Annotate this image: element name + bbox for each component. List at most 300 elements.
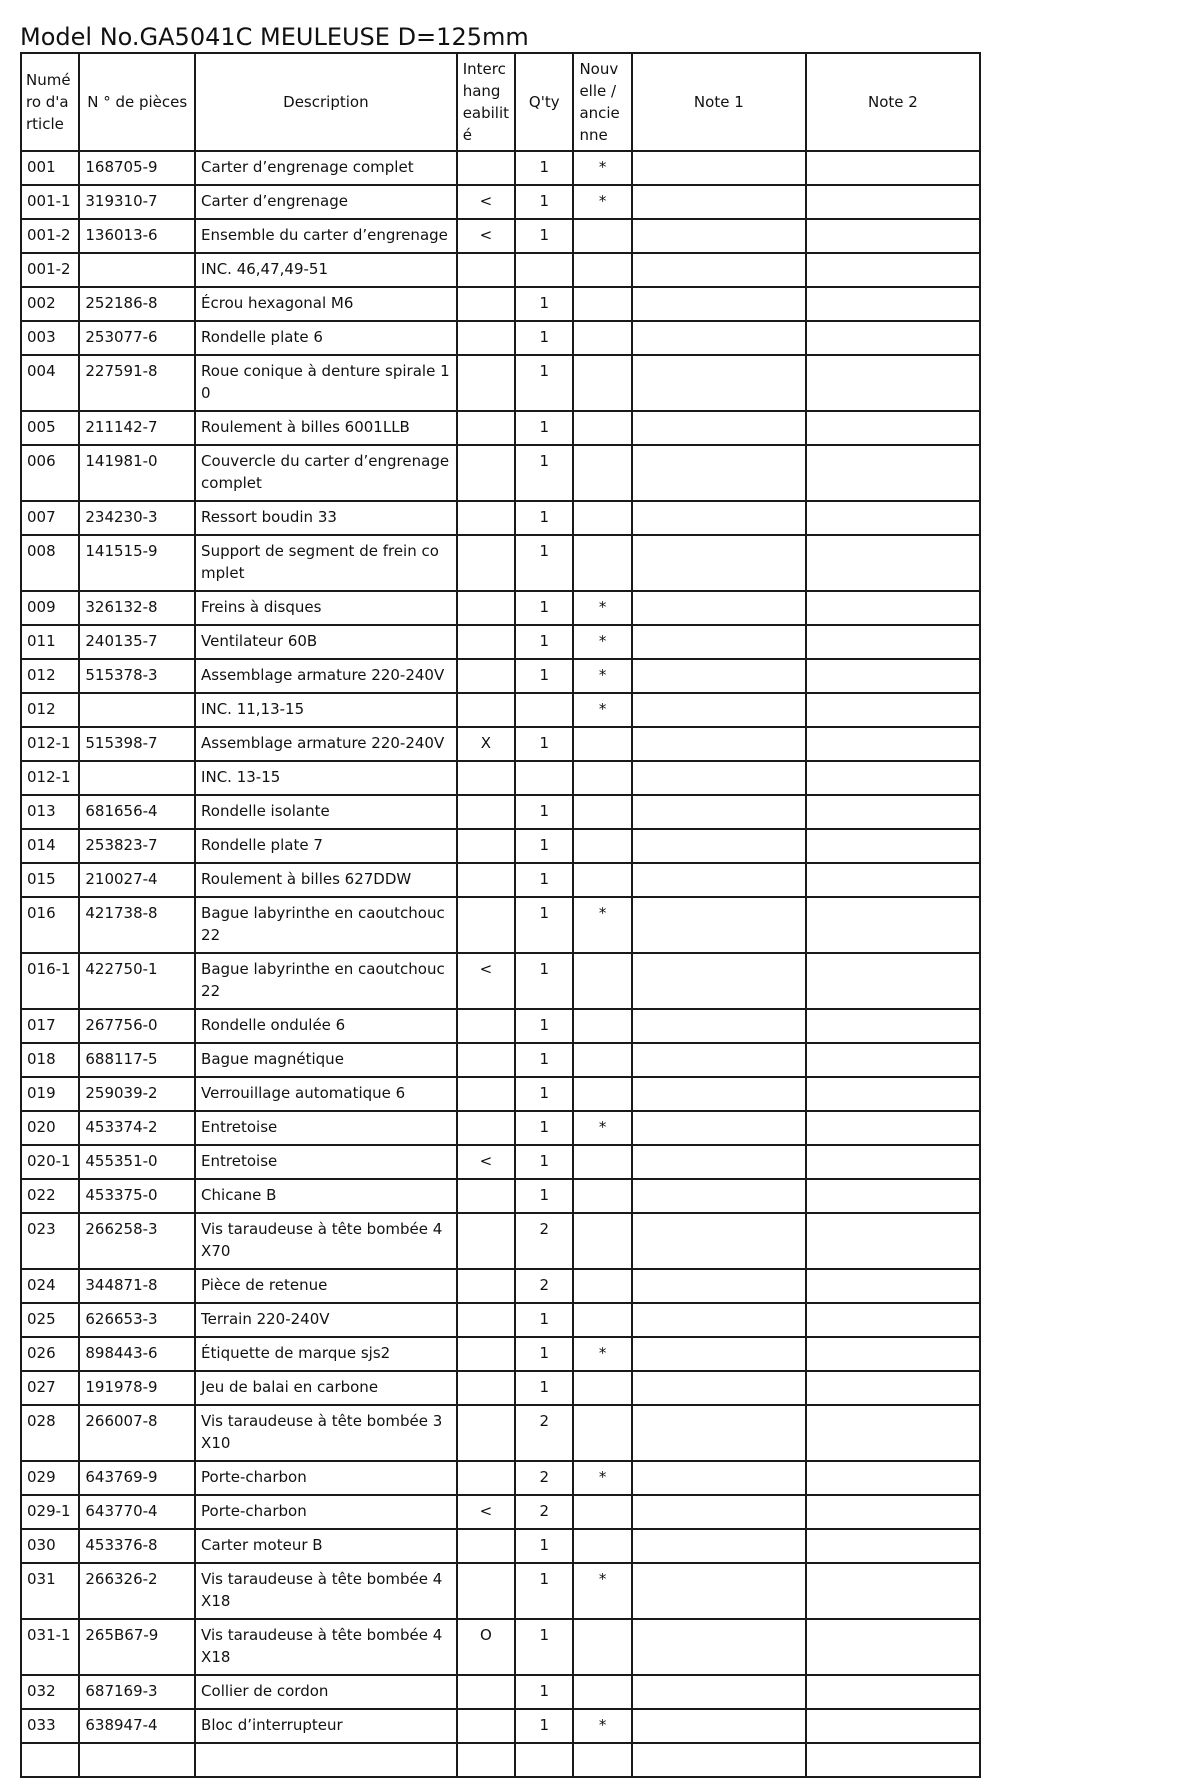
cell-item-number	[21, 1743, 79, 1777]
cell-item-number: 001-2	[21, 219, 79, 253]
cell-description: Carter d’engrenage	[195, 185, 457, 219]
cell-note-2	[806, 411, 980, 445]
cell-item-number: 023	[21, 1213, 79, 1269]
table-row	[21, 151, 980, 185]
cell-note-2	[806, 445, 980, 501]
cell-part-number	[79, 761, 195, 795]
cell-new-old	[573, 829, 631, 863]
cell-item-number: 019	[21, 1077, 79, 1111]
cell-new-old: *	[573, 625, 631, 659]
cell-note-1	[632, 411, 806, 445]
cell-description: Étiquette de marque sjs2	[195, 1337, 457, 1371]
cell-note-2	[806, 1145, 980, 1179]
cell-interchangeability	[457, 897, 515, 953]
cell-interchangeability	[457, 1213, 515, 1269]
cell-interchangeability	[457, 1179, 515, 1213]
cell-item-number: 005	[21, 411, 79, 445]
cell-note-1	[632, 1709, 806, 1743]
cell-note-2	[806, 1303, 980, 1337]
cell-new-old	[573, 795, 631, 829]
cell-item-number: 012	[21, 693, 79, 727]
table-row	[21, 1371, 980, 1405]
cell-quantity: 1	[515, 659, 573, 693]
cell-note-2	[806, 1043, 980, 1077]
table-row	[21, 693, 980, 727]
cell-item-number: 011	[21, 625, 79, 659]
cell-part-number: 687169-3	[79, 1675, 195, 1709]
cell-note-2	[806, 1529, 980, 1563]
cell-note-1	[632, 1337, 806, 1371]
cell-part-number: 136013-6	[79, 219, 195, 253]
cell-note-1	[632, 1619, 806, 1675]
cell-note-2	[806, 219, 980, 253]
cell-note-1	[632, 501, 806, 535]
table-row	[21, 501, 980, 535]
cell-interchangeability	[457, 1009, 515, 1043]
cell-description: Assemblage armature 220-240V	[195, 659, 457, 693]
cell-interchangeability	[457, 355, 515, 411]
cell-part-number	[79, 1743, 195, 1777]
cell-interchangeability	[457, 1043, 515, 1077]
table-row	[21, 1111, 980, 1145]
cell-note-2	[806, 1111, 980, 1145]
cell-description: INC. 13-15	[195, 761, 457, 795]
cell-item-number: 003	[21, 321, 79, 355]
cell-interchangeability	[457, 501, 515, 535]
cell-quantity	[515, 253, 573, 287]
cell-note-2	[806, 761, 980, 795]
cell-quantity: 1	[515, 1009, 573, 1043]
cell-item-number: 028	[21, 1405, 79, 1461]
cell-part-number: 253077-6	[79, 321, 195, 355]
cell-part-number: 141515-9	[79, 535, 195, 591]
cell-note-2	[806, 1495, 980, 1529]
cell-note-2	[806, 693, 980, 727]
cell-item-number: 016-1	[21, 953, 79, 1009]
cell-note-2	[806, 535, 980, 591]
cell-quantity	[515, 761, 573, 795]
parts-table-body	[21, 151, 980, 1777]
cell-note-1	[632, 1563, 806, 1619]
table-row	[21, 535, 980, 591]
table-row	[21, 411, 980, 445]
cell-quantity: 1	[515, 795, 573, 829]
cell-interchangeability	[457, 253, 515, 287]
cell-description: Couvercle du carter d’engrenage complet	[195, 445, 457, 501]
cell-interchangeability	[457, 1743, 515, 1777]
cell-quantity: 1	[515, 897, 573, 953]
table-row	[21, 829, 980, 863]
cell-note-2	[806, 151, 980, 185]
cell-new-old: *	[573, 1337, 631, 1371]
cell-description: INC. 46,47,49-51	[195, 253, 457, 287]
cell-new-old	[573, 1303, 631, 1337]
cell-note-2	[806, 501, 980, 535]
cell-part-number: 681656-4	[79, 795, 195, 829]
cell-quantity: 1	[515, 1529, 573, 1563]
cell-interchangeability: <	[457, 219, 515, 253]
cell-part-number: 453374-2	[79, 1111, 195, 1145]
cell-description: Carter d’engrenage complet	[195, 151, 457, 185]
cell-quantity: 1	[515, 501, 573, 535]
table-row	[21, 659, 980, 693]
cell-part-number: 421738-8	[79, 897, 195, 953]
cell-new-old	[573, 863, 631, 897]
cell-description: Écrou hexagonal M6	[195, 287, 457, 321]
cell-note-1	[632, 321, 806, 355]
cell-note-2	[806, 829, 980, 863]
cell-new-old	[573, 1009, 631, 1043]
cell-note-1	[632, 1303, 806, 1337]
cell-item-number: 017	[21, 1009, 79, 1043]
cell-quantity: 1	[515, 1043, 573, 1077]
cell-part-number: 643770-4	[79, 1495, 195, 1529]
cell-new-old	[573, 411, 631, 445]
cell-part-number: 344871-8	[79, 1269, 195, 1303]
cell-item-number: 014	[21, 829, 79, 863]
cell-note-1	[632, 185, 806, 219]
cell-quantity: 1	[515, 535, 573, 591]
cell-note-2	[806, 1709, 980, 1743]
cell-item-number: 007	[21, 501, 79, 535]
cell-part-number: 266326-2	[79, 1563, 195, 1619]
cell-part-number: 210027-4	[79, 863, 195, 897]
cell-description: Jeu de balai en carbone	[195, 1371, 457, 1405]
cell-quantity: 1	[515, 1371, 573, 1405]
cell-item-number: 031	[21, 1563, 79, 1619]
cell-note-2	[806, 1675, 980, 1709]
cell-note-2	[806, 795, 980, 829]
table-row	[21, 1179, 980, 1213]
cell-note-2	[806, 591, 980, 625]
cell-note-2	[806, 253, 980, 287]
cell-note-1	[632, 1145, 806, 1179]
cell-item-number: 013	[21, 795, 79, 829]
cell-note-2	[806, 1213, 980, 1269]
cell-new-old: *	[573, 1563, 631, 1619]
cell-part-number: 626653-3	[79, 1303, 195, 1337]
cell-part-number: 453376-8	[79, 1529, 195, 1563]
cell-new-old	[573, 253, 631, 287]
cell-note-1	[632, 1077, 806, 1111]
cell-item-number: 024	[21, 1269, 79, 1303]
cell-part-number: 267756-0	[79, 1009, 195, 1043]
cell-part-number	[79, 253, 195, 287]
cell-new-old	[573, 1675, 631, 1709]
cell-quantity: 1	[515, 591, 573, 625]
cell-new-old	[573, 219, 631, 253]
cell-note-1	[632, 1405, 806, 1461]
cell-quantity	[515, 1743, 573, 1777]
cell-quantity: 1	[515, 355, 573, 411]
cell-description: Pièce de retenue	[195, 1269, 457, 1303]
cell-interchangeability	[457, 1405, 515, 1461]
cell-new-old	[573, 761, 631, 795]
cell-part-number: 266007-8	[79, 1405, 195, 1461]
cell-quantity: 2	[515, 1213, 573, 1269]
cell-item-number: 026	[21, 1337, 79, 1371]
cell-interchangeability	[457, 1461, 515, 1495]
header-interchangeability: Interc hang eabilit é	[457, 53, 515, 151]
cell-quantity: 1	[515, 1709, 573, 1743]
cell-description: Entretoise	[195, 1111, 457, 1145]
cell-description: Ventilateur 60B	[195, 625, 457, 659]
table-row	[21, 1675, 980, 1709]
cell-part-number: 638947-4	[79, 1709, 195, 1743]
cell-interchangeability	[457, 1371, 515, 1405]
header-item-number: Numé ro d'a rticle	[21, 53, 79, 151]
table-row	[21, 1495, 980, 1529]
cell-new-old	[573, 1213, 631, 1269]
table-row	[21, 1461, 980, 1495]
table-row	[21, 625, 980, 659]
cell-part-number: 453375-0	[79, 1179, 195, 1213]
cell-interchangeability: X	[457, 727, 515, 761]
cell-note-2	[806, 1461, 980, 1495]
cell-description: Terrain 220-240V	[195, 1303, 457, 1337]
cell-quantity: 1	[515, 1675, 573, 1709]
cell-item-number: 004	[21, 355, 79, 411]
cell-item-number: 025	[21, 1303, 79, 1337]
cell-item-number: 032	[21, 1675, 79, 1709]
cell-note-1	[632, 1269, 806, 1303]
cell-interchangeability: <	[457, 1495, 515, 1529]
cell-interchangeability	[457, 591, 515, 625]
cell-part-number: 455351-0	[79, 1145, 195, 1179]
cell-description	[195, 1743, 457, 1777]
table-row	[21, 321, 980, 355]
cell-new-old	[573, 321, 631, 355]
cell-interchangeability: <	[457, 1145, 515, 1179]
cell-description: Vis taraudeuse à tête bombée 3X10	[195, 1405, 457, 1461]
cell-interchangeability: <	[457, 185, 515, 219]
cell-new-old: *	[573, 693, 631, 727]
cell-new-old	[573, 445, 631, 501]
cell-new-old: *	[573, 897, 631, 953]
header-note-2: Note 2	[806, 53, 980, 151]
cell-new-old: *	[573, 1709, 631, 1743]
table-row	[21, 253, 980, 287]
cell-description: Bague labyrinthe en caoutchouc 22	[195, 953, 457, 1009]
cell-note-2	[806, 897, 980, 953]
cell-item-number: 009	[21, 591, 79, 625]
cell-interchangeability	[457, 287, 515, 321]
cell-note-1	[632, 1461, 806, 1495]
table-row	[21, 1709, 980, 1743]
cell-description: Roue conique à denture spirale 10	[195, 355, 457, 411]
cell-note-1	[632, 1009, 806, 1043]
cell-note-1	[632, 287, 806, 321]
table-row	[21, 185, 980, 219]
cell-note-2	[806, 355, 980, 411]
table-row	[21, 1743, 980, 1777]
cell-quantity: 1	[515, 1563, 573, 1619]
cell-note-2	[806, 1269, 980, 1303]
cell-quantity: 1	[515, 185, 573, 219]
table-row	[21, 727, 980, 761]
cell-interchangeability	[457, 535, 515, 591]
cell-quantity: 1	[515, 953, 573, 1009]
cell-quantity: 2	[515, 1269, 573, 1303]
cell-note-1	[632, 1743, 806, 1777]
cell-part-number: 319310-7	[79, 185, 195, 219]
cell-note-1	[632, 355, 806, 411]
cell-description: Chicane B	[195, 1179, 457, 1213]
cell-description: Rondelle plate 7	[195, 829, 457, 863]
cell-new-old	[573, 501, 631, 535]
cell-note-1	[632, 863, 806, 897]
cell-interchangeability	[457, 625, 515, 659]
cell-note-1	[632, 693, 806, 727]
cell-interchangeability	[457, 1563, 515, 1619]
cell-part-number: 227591-8	[79, 355, 195, 411]
cell-note-2	[806, 287, 980, 321]
cell-new-old: *	[573, 1461, 631, 1495]
cell-new-old: *	[573, 151, 631, 185]
cell-part-number: 141981-0	[79, 445, 195, 501]
cell-quantity: 1	[515, 287, 573, 321]
cell-note-1	[632, 659, 806, 693]
cell-description: Vis taraudeuse à tête bombée 4X18	[195, 1563, 457, 1619]
table-row	[21, 219, 980, 253]
table-row	[21, 897, 980, 953]
cell-part-number: 253823-7	[79, 829, 195, 863]
table-row	[21, 1043, 980, 1077]
cell-description: INC. 11,13-15	[195, 693, 457, 727]
cell-interchangeability	[457, 1269, 515, 1303]
cell-part-number: 643769-9	[79, 1461, 195, 1495]
cell-note-1	[632, 445, 806, 501]
cell-item-number: 033	[21, 1709, 79, 1743]
cell-note-2	[806, 1179, 980, 1213]
cell-item-number: 030	[21, 1529, 79, 1563]
table-row	[21, 1563, 980, 1619]
cell-interchangeability	[457, 795, 515, 829]
cell-interchangeability: O	[457, 1619, 515, 1675]
table-row	[21, 795, 980, 829]
cell-interchangeability: <	[457, 953, 515, 1009]
cell-part-number: 259039-2	[79, 1077, 195, 1111]
header-description: Description	[195, 53, 457, 151]
cell-note-1	[632, 591, 806, 625]
cell-item-number: 020	[21, 1111, 79, 1145]
cell-new-old: *	[573, 1111, 631, 1145]
cell-interchangeability	[457, 1529, 515, 1563]
cell-part-number: 515398-7	[79, 727, 195, 761]
cell-note-1	[632, 1675, 806, 1709]
parts-table-container	[20, 52, 982, 1734]
cell-note-1	[632, 897, 806, 953]
cell-new-old	[573, 1043, 631, 1077]
cell-interchangeability	[457, 693, 515, 727]
cell-new-old	[573, 1619, 631, 1675]
cell-quantity: 2	[515, 1495, 573, 1529]
cell-item-number: 029-1	[21, 1495, 79, 1529]
cell-description: Freins à disques	[195, 591, 457, 625]
cell-quantity: 1	[515, 1077, 573, 1111]
cell-note-2	[806, 1563, 980, 1619]
cell-item-number: 027	[21, 1371, 79, 1405]
cell-part-number: 234230-3	[79, 501, 195, 535]
cell-quantity: 1	[515, 1337, 573, 1371]
cell-new-old	[573, 1371, 631, 1405]
cell-part-number: 515378-3	[79, 659, 195, 693]
cell-part-number: 266258-3	[79, 1213, 195, 1269]
cell-description: Collier de cordon	[195, 1675, 457, 1709]
cell-new-old: *	[573, 185, 631, 219]
table-row	[21, 1009, 980, 1043]
cell-part-number: 326132-8	[79, 591, 195, 625]
cell-description: Vis taraudeuse à tête bombée 4X18	[195, 1619, 457, 1675]
cell-description: Rondelle plate 6	[195, 321, 457, 355]
cell-quantity: 2	[515, 1461, 573, 1495]
cell-quantity: 1	[515, 1619, 573, 1675]
cell-interchangeability	[457, 411, 515, 445]
table-header-row	[21, 53, 980, 151]
table-row	[21, 1405, 980, 1461]
cell-interchangeability	[457, 445, 515, 501]
cell-item-number: 001-2	[21, 253, 79, 287]
cell-interchangeability	[457, 1303, 515, 1337]
table-row	[21, 1213, 980, 1269]
cell-description: Rondelle ondulée 6	[195, 1009, 457, 1043]
cell-interchangeability	[457, 829, 515, 863]
cell-interchangeability	[457, 1675, 515, 1709]
header-part-number: N ° de pièces	[79, 53, 195, 151]
cell-item-number: 022	[21, 1179, 79, 1213]
table-row	[21, 761, 980, 795]
cell-note-2	[806, 727, 980, 761]
cell-note-1	[632, 219, 806, 253]
cell-description: Ressort boudin 33	[195, 501, 457, 535]
cell-item-number: 002	[21, 287, 79, 321]
cell-interchangeability	[457, 863, 515, 897]
cell-note-2	[806, 863, 980, 897]
cell-note-2	[806, 1371, 980, 1405]
cell-description: Bague magnétique	[195, 1043, 457, 1077]
cell-description: Porte-charbon	[195, 1495, 457, 1529]
cell-part-number: 240135-7	[79, 625, 195, 659]
cell-new-old	[573, 287, 631, 321]
cell-quantity: 1	[515, 829, 573, 863]
table-row	[21, 1145, 980, 1179]
table-row	[21, 1077, 980, 1111]
cell-quantity: 1	[515, 1111, 573, 1145]
cell-interchangeability	[457, 761, 515, 795]
cell-description: Rondelle isolante	[195, 795, 457, 829]
cell-interchangeability	[457, 321, 515, 355]
header-quantity: Q'ty	[515, 53, 573, 151]
cell-note-2	[806, 659, 980, 693]
table-row	[21, 1619, 980, 1675]
cell-description: Roulement à billes 6001LLB	[195, 411, 457, 445]
cell-description: Verrouillage automatique 6	[195, 1077, 457, 1111]
cell-note-1	[632, 795, 806, 829]
cell-item-number: 018	[21, 1043, 79, 1077]
cell-note-2	[806, 1337, 980, 1371]
cell-quantity: 1	[515, 411, 573, 445]
cell-quantity: 1	[515, 863, 573, 897]
cell-part-number	[79, 693, 195, 727]
cell-part-number: 211142-7	[79, 411, 195, 445]
cell-note-1	[632, 953, 806, 1009]
cell-quantity: 1	[515, 445, 573, 501]
cell-item-number: 012	[21, 659, 79, 693]
cell-item-number: 015	[21, 863, 79, 897]
cell-note-1	[632, 625, 806, 659]
cell-note-1	[632, 829, 806, 863]
cell-quantity: 1	[515, 321, 573, 355]
